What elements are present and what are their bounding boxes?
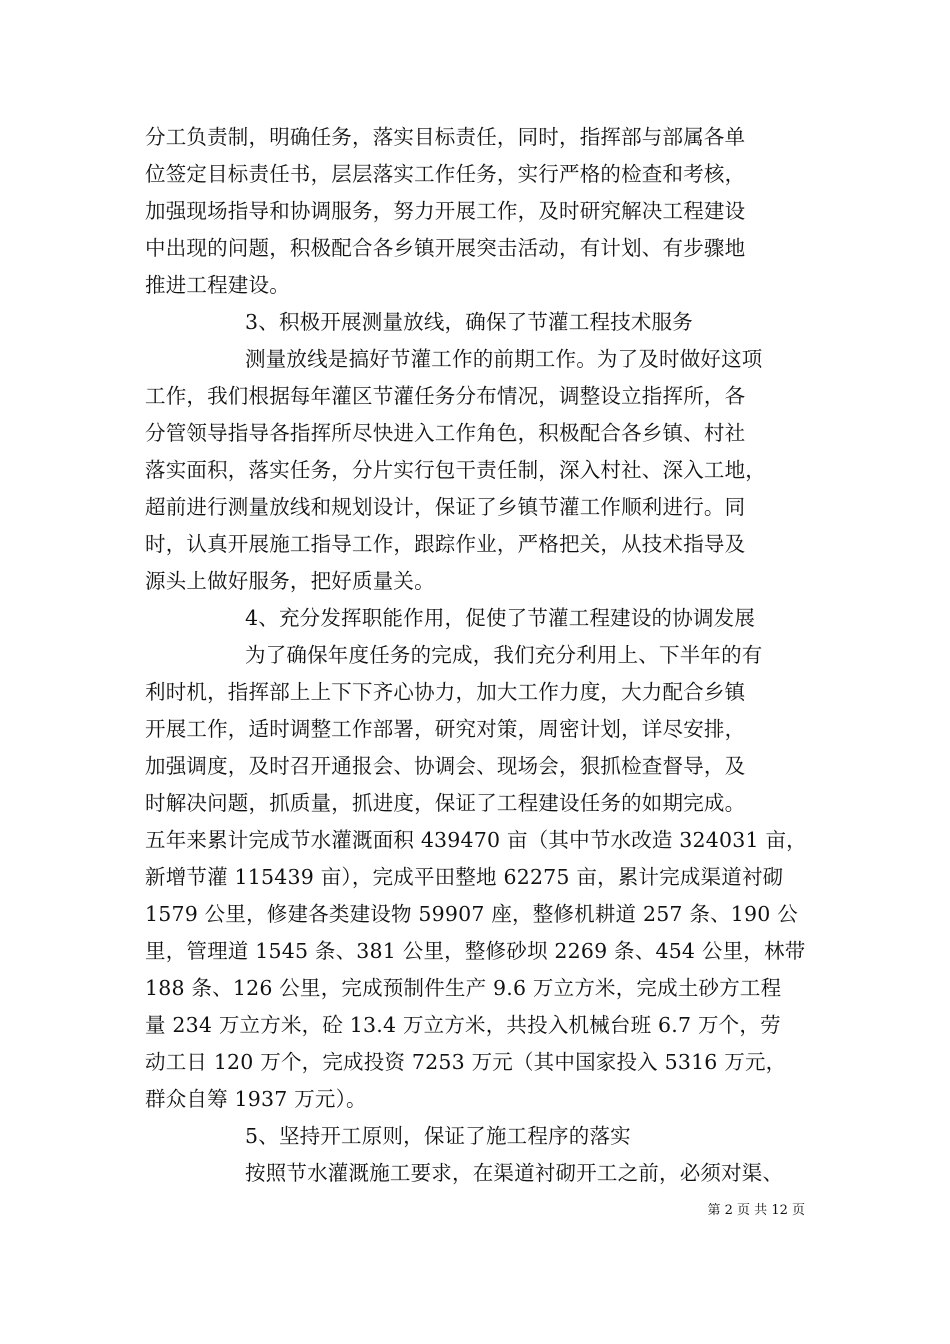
text-line-17: 开展工作，适时调整工作部署，研究对策，周密计划，详尽安排， xyxy=(145,717,746,741)
text-line-4: 中出现的问题，积极配合各乡镇开展突击活动，有计划、有步骤地 xyxy=(145,236,746,260)
text-line-5: 推进工程建设。 xyxy=(145,273,290,297)
text-line-7: 测量放线是搞好节灌工作的前期工作。为了及时做好这项 xyxy=(245,347,763,371)
text-line-21: 新增节灌 115439 亩），完成平田整地 62275 亩，累计完成渠道衬砌 xyxy=(145,865,784,889)
text-line-23: 里，管理道 1545 条、381 公里，整修砂坝 2269 条、454 公里，林带 xyxy=(145,939,806,963)
text-line-16: 利时机，指挥部上上下下齐心协力，加大工作力度，大力配合乡镇 xyxy=(145,680,746,704)
text-line-20: 五年来累计完成节水灌溉面积 439470 亩（其中节水改造 324031 亩， xyxy=(145,828,807,852)
text-line-18: 加强调度，及时召开通报会、协调会、现场会，狠抓检查督导，及 xyxy=(145,754,746,778)
text-line-13: 源头上做好服务，把好质量关。 xyxy=(145,569,435,593)
text-line-12: 时，认真开展施工指导工作，跟踪作业，严格把关，从技术指导及 xyxy=(145,532,746,556)
text-line-8: 工作，我们根据每年灌区节灌任务分布情况，调整设立指挥所，各 xyxy=(145,384,746,408)
section-heading-3: 3、积极开展测量放线，确保了节灌工程技术服务 xyxy=(245,310,693,334)
text-line-26: 动工日 120 万个，完成投资 7253 万元（其中国家投入 5316 万元， xyxy=(145,1050,787,1074)
text-line-29: 按照节水灌溉施工要求，在渠道衬砌开工之前，必须对渠、 xyxy=(245,1161,784,1185)
text-line-1: 分工负责制，明确任务，落实目标责任，同时，指挥部与部属各单 xyxy=(145,125,746,149)
text-line-2: 位签定目标责任书，层层落实工作任务，实行严格的检查和考核， xyxy=(145,162,746,186)
text-line-10: 落实面积，落实任务，分片实行包干责任制，深入村社、深入工地， xyxy=(145,458,766,482)
text-line-3: 加强现场指导和协调服务，努力开展工作，及时研究解决工程建设 xyxy=(145,199,746,223)
text-line-15: 为了确保年度任务的完成，我们充分利用上、下半年的有 xyxy=(245,643,763,667)
text-line-24: 188 条、126 公里，完成预制件生产 9.6 万立方米，完成土砂方工程 xyxy=(145,976,782,1000)
text-line-9: 分管领导指导各指挥所尽快进入工作角色，积极配合各乡镇、村社 xyxy=(145,421,746,445)
text-line-11: 超前进行测量放线和规划设计，保证了乡镇节灌工作顺利进行。同 xyxy=(145,495,746,519)
section-heading-4: 4、充分发挥职能作用，促使了节灌工程建设的协调发展 xyxy=(245,606,756,630)
text-line-27: 群众自筹 1937 万元）。 xyxy=(145,1087,367,1111)
text-line-25: 量 234 万立方米，砼 13.4 万立方米，共投入机械台班 6.7 万个，劳 xyxy=(145,1013,781,1037)
text-line-22: 1579 公里，修建各类建设物 59907 座，整修机耕道 257 条、190 公 xyxy=(145,902,798,926)
page-number-footer: 第 2 页 共 12 页 xyxy=(707,1203,805,1218)
section-heading-5: 5、坚持开工原则，保证了施工程序的落实 xyxy=(245,1124,631,1148)
text-line-19: 时解决问题，抓质量，抓进度，保证了工程建设任务的如期完成。 xyxy=(145,791,746,815)
